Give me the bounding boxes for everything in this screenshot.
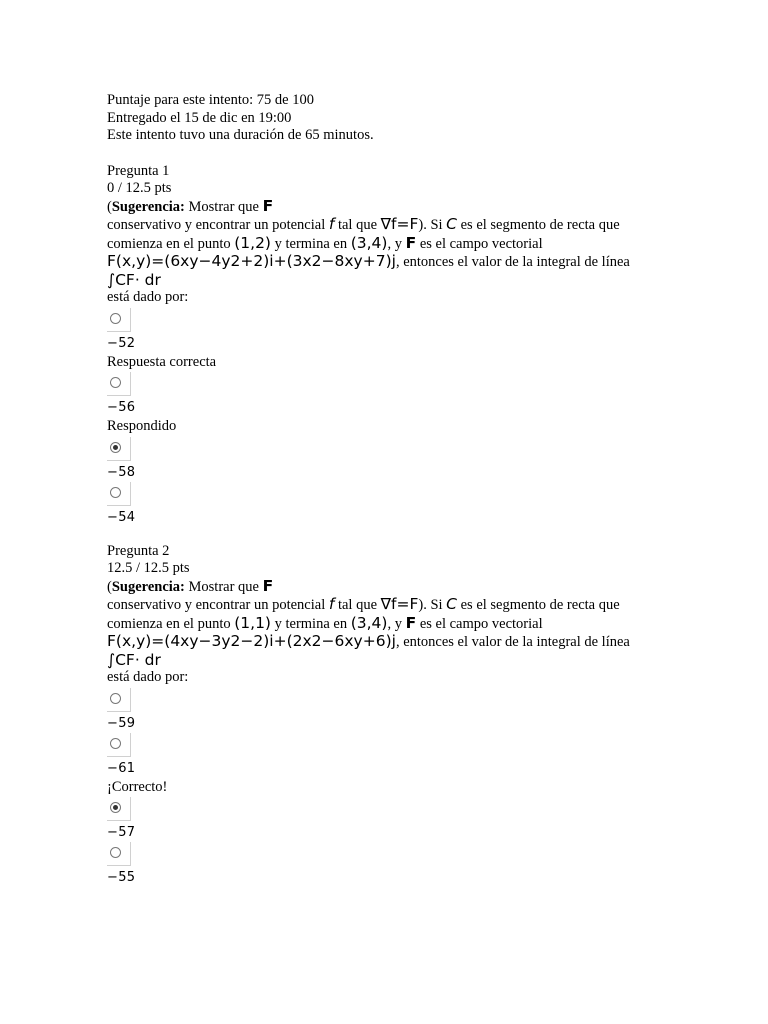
- answer-radio[interactable]: [107, 372, 131, 396]
- text-segment: , y: [387, 235, 406, 252]
- answer-value: −55: [107, 870, 136, 885]
- potential-symbol: f: [328, 215, 335, 233]
- curve-symbol: C: [446, 215, 457, 233]
- answer-radio[interactable]: [107, 437, 131, 461]
- question-text-line-4: [107, 633, 667, 652]
- answer-value: −56: [107, 400, 136, 415]
- vector-field-symbol: F: [405, 613, 417, 632]
- answer-value: −54: [107, 509, 136, 525]
- question-2: [107, 543, 667, 887]
- answer-radio[interactable]: [107, 482, 131, 506]
- question-title: Pregunta 1: [107, 162, 170, 179]
- potential-symbol: f: [328, 595, 335, 613]
- question-text-line-4: [107, 253, 667, 272]
- question-1: [107, 163, 667, 526]
- text-segment: tal que: [334, 217, 381, 233]
- radio-circle-icon[interactable]: [110, 313, 121, 324]
- vector-field-symbol: F: [262, 196, 274, 215]
- vector-field-symbol: F: [262, 576, 274, 595]
- radio-circle-icon[interactable]: [110, 847, 121, 858]
- hint-text: Mostrar que: [184, 578, 263, 595]
- answer-status: Respondido: [107, 418, 177, 434]
- attempt-duration: Este intento tuvo una duración de 65 minutos.: [107, 127, 374, 143]
- question-prompt: está dado por:: [107, 669, 189, 685]
- vector-field-symbol: F: [405, 233, 417, 252]
- start-point: (1,2): [234, 233, 271, 252]
- hint-label: Sugerencia:: [111, 198, 185, 215]
- radio-checked-icon[interactable]: [110, 802, 121, 813]
- question-hint-line: [107, 578, 667, 597]
- text-segment: es el campo vectorial: [416, 235, 543, 252]
- end-point: (3,4): [350, 613, 388, 632]
- question-text-line-3: [107, 615, 667, 634]
- answer-value: −57: [107, 825, 136, 840]
- gradient-expression: ∇f=F: [380, 595, 419, 613]
- vector-field-expression: F(x,y)=(6xy−4y2+2)i+(3x2−8xy+7)j: [107, 252, 396, 270]
- text-segment: , entonces el valor de la integral de línea: [395, 634, 630, 650]
- answer-radio[interactable]: [107, 733, 131, 757]
- answer-value: −61: [107, 760, 136, 776]
- text-segment: , entonces el valor de la integral de línea: [395, 254, 630, 270]
- text-segment: ). Si: [418, 217, 447, 233]
- vector-field-expression: F(x,y)=(4xy−3y2−2)i+(2x2−6xy+6)j: [107, 632, 396, 650]
- text-segment: es el segmento de recta que: [457, 217, 620, 233]
- question-text-line-2: [107, 216, 667, 235]
- text-segment: comienza en el punto: [107, 235, 235, 252]
- answer-value: −59: [107, 715, 136, 731]
- hint-open: (: [107, 198, 112, 215]
- radio-circle-icon[interactable]: [110, 693, 121, 704]
- answer-radio[interactable]: [107, 842, 131, 866]
- text-segment: tal que: [334, 597, 381, 613]
- submitted-date: Entregado el 15 de dic en 19:00: [107, 109, 292, 126]
- text-segment: comienza en el punto: [107, 615, 235, 632]
- answer-radio[interactable]: [107, 688, 131, 712]
- text-segment: conservativo y encontrar un potencial: [107, 597, 329, 613]
- line-integral-expression: ∫CF· dr: [107, 270, 161, 289]
- text-segment: y termina en: [270, 235, 351, 252]
- question-points: 12.5 / 12.5 pts: [107, 560, 190, 576]
- question-title: Pregunta 2: [107, 542, 170, 559]
- end-point: (3,4): [350, 233, 388, 252]
- radio-circle-icon[interactable]: [110, 738, 121, 749]
- radio-checked-icon[interactable]: [110, 442, 121, 453]
- text-segment: , y: [387, 615, 406, 632]
- hint-open: (: [107, 578, 112, 595]
- text-segment: es el campo vectorial: [416, 615, 543, 632]
- question-text-line-2: [107, 596, 667, 615]
- question-hint-line: [107, 198, 667, 217]
- answer-value: −52: [107, 335, 136, 351]
- answer-status: Respuesta correcta: [107, 353, 217, 370]
- text-segment: y termina en: [270, 615, 351, 632]
- hint-text: Mostrar que: [184, 198, 263, 215]
- gradient-expression: ∇f=F: [380, 215, 419, 233]
- question-prompt: está dado por:: [107, 289, 189, 305]
- radio-circle-icon[interactable]: [110, 377, 121, 388]
- answer-radio[interactable]: [107, 797, 131, 821]
- answer-status: ¡Correcto!: [107, 778, 168, 795]
- question-points: 0 / 12.5 pts: [107, 180, 172, 196]
- text-segment: es el segmento de recta que: [457, 597, 620, 613]
- line-integral-expression: ∫CF· dr: [107, 650, 161, 669]
- question-text-line-3: [107, 235, 667, 254]
- score-summary: Puntaje para este intento: 75 de 100: [107, 92, 314, 108]
- answer-value: −58: [107, 464, 136, 480]
- radio-circle-icon[interactable]: [110, 487, 121, 498]
- text-segment: conservativo y encontrar un potencial: [107, 217, 329, 233]
- start-point: (1,1): [234, 613, 271, 632]
- hint-label: Sugerencia:: [111, 578, 185, 595]
- text-segment: ). Si: [418, 597, 447, 613]
- answer-radio[interactable]: [107, 308, 131, 332]
- curve-symbol: C: [446, 595, 457, 613]
